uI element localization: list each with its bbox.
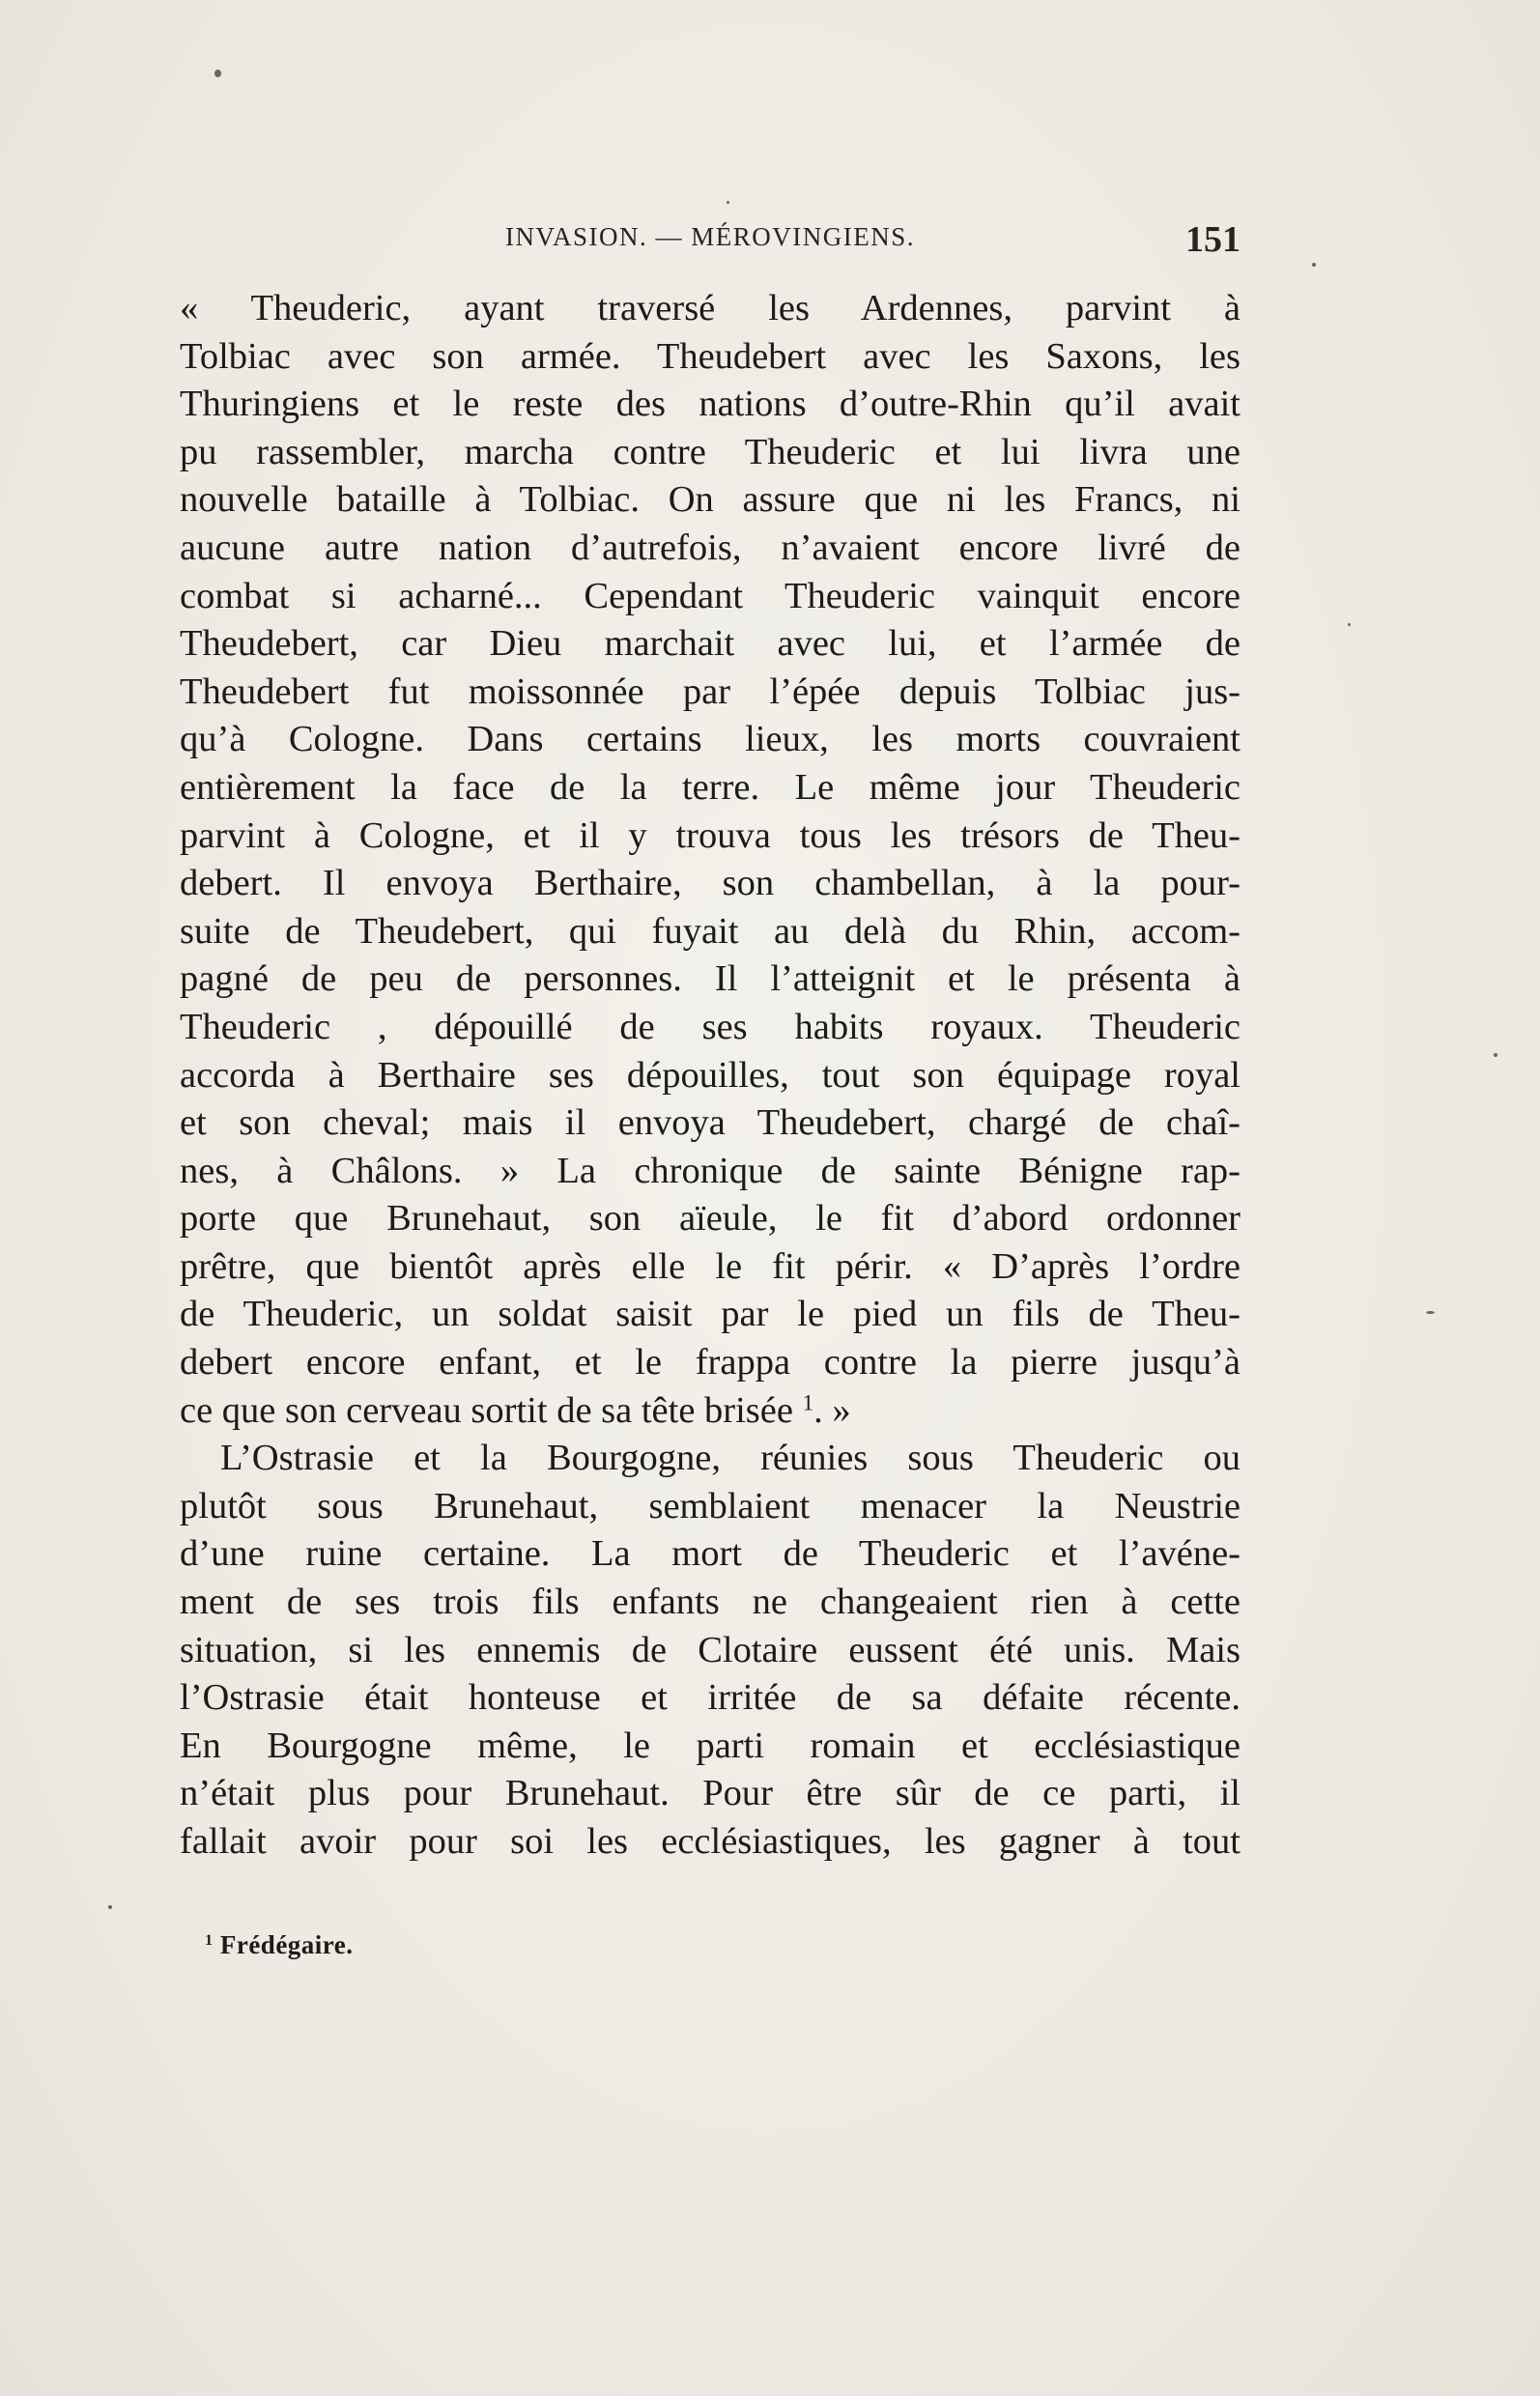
- text-line: pagné de peu de personnes. Il l’atteignit et le présenta à: [180, 958, 1241, 1000]
- page-number: 151: [1185, 219, 1241, 260]
- text-line: fallait avoir pour soi les ecclésiastiques, les gagner à tout: [180, 1821, 1241, 1862]
- text-line: l’Ostrasie était honteuse et irritée de sa défaite récente.: [180, 1677, 1241, 1719]
- running-title: INVASION. — MÉROVINGIENS.: [504, 222, 915, 251]
- paper-speck: [727, 201, 729, 204]
- text-line: pu rassembler, marcha contre Theuderic et lui livra une: [180, 431, 1241, 472]
- text-line: plutôt sous Brunehaut, semblaient menacer la Neustrie: [180, 1485, 1241, 1526]
- text-line: nes, à Châlons. » La chronique de sainte Bénigne rap-: [180, 1150, 1241, 1191]
- quote-close: . »: [813, 1389, 851, 1431]
- text-line: debert. Il envoya Berthaire, son chambellan, à la pour-: [180, 863, 1241, 904]
- running-head: [180, 220, 1241, 278]
- text-line: situation, si les ennemis de Clotaire eussent été unis. Mais: [180, 1629, 1241, 1670]
- text-line: ment de ses trois fils enfants ne changeaient rien à cette: [180, 1582, 1241, 1623]
- text-line: d’une ruine certaine. La mort de Theuderic et l’avéne-: [180, 1533, 1241, 1575]
- text-line: « Theuderic, ayant traversé les Ardennes, parvint à: [180, 288, 1241, 328]
- paper-speck: [1494, 1053, 1497, 1057]
- text-line: debert encore enfant, et le frappa contre la pierre jusqu’à: [180, 1342, 1241, 1383]
- text-line: Theudebert fut moissonnée par l’épée depuis Tolbiac jus-: [180, 670, 1241, 712]
- paragraph-start-line: L’Ostrasie et la Bourgogne, réunies sous Theuderic ou: [220, 1438, 1241, 1479]
- text-line: entièrement la face de la terre. Le même jour Theuderic: [180, 766, 1241, 808]
- text-line: nouvelle bataille à Tolbiac. On assure que ni les Francs, ni: [180, 479, 1241, 521]
- paper-speck: [1312, 263, 1316, 267]
- text-line: Theudebert, car Dieu marchait avec lui, et l’armée de: [180, 623, 1241, 665]
- text-line: aucune autre nation d’autrefois, n’avaient encore livré de: [180, 527, 1241, 568]
- text-line: Thuringiens et le reste des nations d’outre-Rhin qu’il avait: [180, 384, 1241, 425]
- paper-speck: [214, 70, 221, 77]
- footnote: [205, 1930, 354, 1960]
- text-line-with-note: [180, 1387, 1241, 1436]
- text-line: de Theuderic, un soldat saisit par le pied un fils de Theu-: [180, 1294, 1241, 1335]
- text-line: combat si acharné... Cependant Theuderic vainquit encore: [180, 575, 1241, 616]
- paper-speck: [1348, 623, 1351, 626]
- text-line: Theuderic , dépouillé de ses habits royaux. Theuderic: [180, 1006, 1241, 1047]
- paper-speck: [1426, 1311, 1435, 1314]
- body-text: [180, 285, 1241, 1867]
- paper-speck: [108, 1905, 112, 1909]
- text-line: Tolbiac avec son armée. Theudebert avec les Saxons, les: [180, 335, 1241, 377]
- text-line: ce que son cerveau sortit de sa tête brisée: [180, 1389, 793, 1431]
- text-line: parvint à Cologne, et il y trouva tous les trésors de Theu-: [180, 814, 1241, 856]
- text-line: suite de Theudebert, qui fuyait au delà du Rhin, accom-: [180, 910, 1241, 952]
- footnote-reference: 1: [802, 1388, 814, 1414]
- footnote-mark: 1: [205, 1931, 214, 1950]
- text-line: En Bourgogne même, le parti romain et ecclésiastique: [180, 1725, 1241, 1766]
- text-line: prêtre, que bientôt après elle le fit périr. « D’après l’ordre: [180, 1245, 1241, 1287]
- text-line: accorda à Berthaire ses dépouilles, tout son équipage royal: [180, 1054, 1241, 1096]
- text-line: qu’à Cologne. Dans certains lieux, les morts couvraient: [180, 719, 1241, 760]
- text-line: porte que Brunehaut, son aïeule, le fit d’abord ordonner: [180, 1198, 1241, 1240]
- footnote-text: Frédégaire.: [219, 1930, 354, 1959]
- text-line: et son cheval; mais il envoya Theudebert, chargé de chaî-: [180, 1102, 1241, 1144]
- text-line: n’était plus pour Brunehaut. Pour être sûr de ce parti, il: [180, 1773, 1241, 1814]
